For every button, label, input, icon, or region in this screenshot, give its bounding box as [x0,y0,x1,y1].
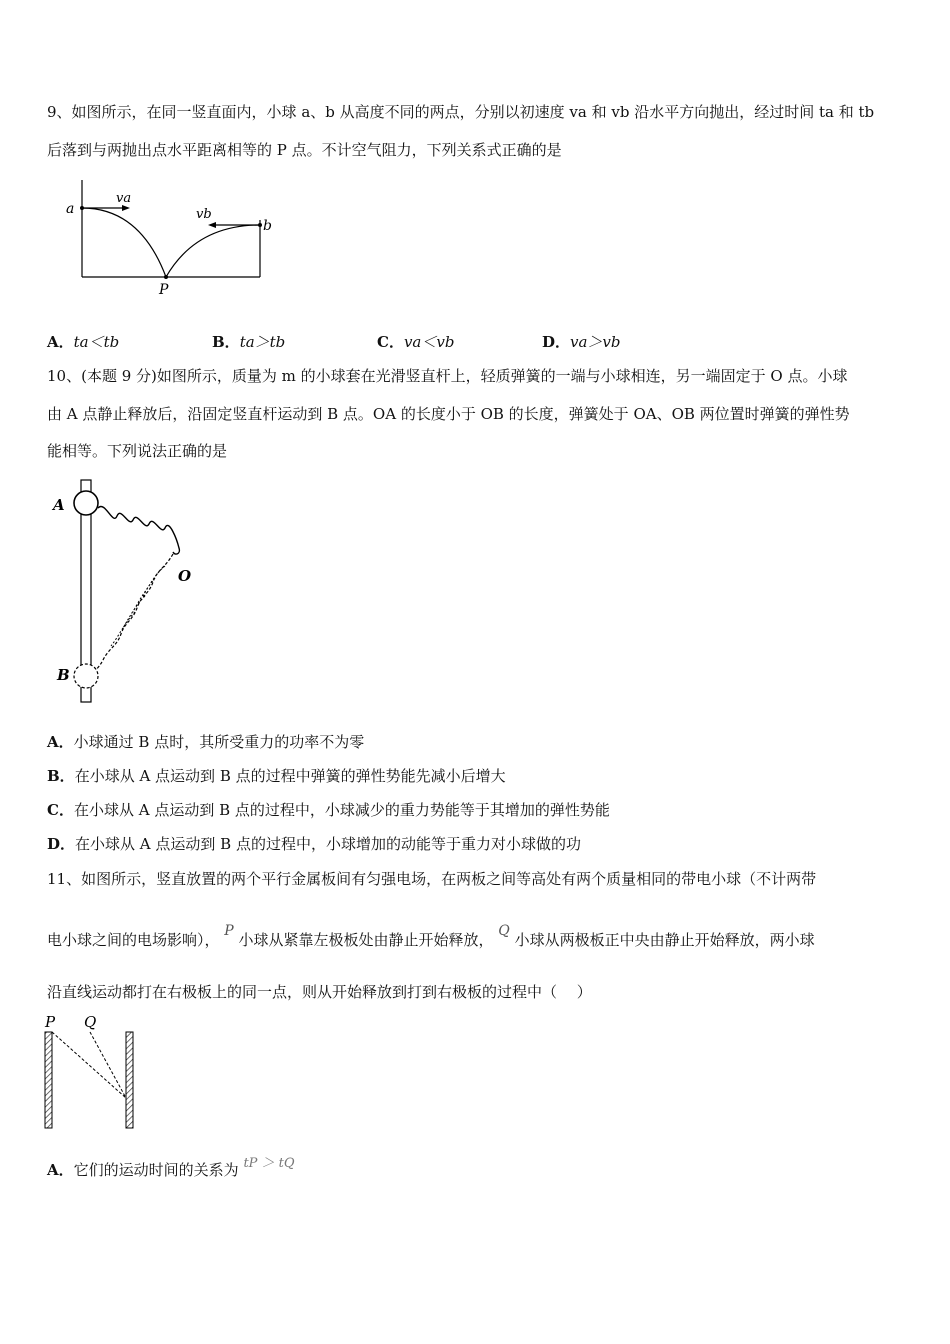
q10-option-c[interactable]: C．在小球从 A 点运动到 B 点的过程中，小球减少的重力势能等于其增加的弹性势能 [47,801,610,819]
q9-stem-line1: 9、如图所示，在同一竖直面内，小球 a、b 从高度不同的两点，分别以初速度 va 和 vb 沿水平方向抛出，经过时间 ta 和 tb [47,103,875,121]
q10-label-A: A [53,496,65,514]
q9-trajectory-b [166,225,260,277]
q10-ball-B [74,664,98,688]
q11-option-a[interactable]: A．它们的运动时间的关系为 tP ＞ tQ [47,1156,295,1179]
q10-figure [45,478,205,708]
q11-label-P: P [45,1013,56,1031]
q9-label-P: P [159,282,169,298]
q11-option-a-formula: tP ＞ tQ [243,1156,295,1171]
q11-left-plate [45,1032,52,1128]
q9-figure [60,180,285,300]
q10-option-b[interactable]: B．在小球从 A 点运动到 B 点的过程中弹簧的弹性势能先减小后增大 [47,767,506,785]
q9-label-a: a [66,201,75,217]
q11-path-P [52,1032,126,1098]
q9-option-d[interactable]: D．va＞vb [542,333,621,351]
q10-spring-OA [98,506,179,554]
q11-stem-line2: 电小球之间的电场影响）， P 小球从紧靠左极板处由静止开始释放， Q 小球从两极板正中央由静止开始释放，两小球 [47,923,815,949]
q11-label-Q: Q [84,1013,97,1031]
q11-inline-P: P [224,923,234,939]
q9-label-va: va [116,191,132,206]
q10-option-d[interactable]: D．在小球从 A 点运动到 B 点的过程中，小球增加的动能等于重力对小球做的功 [47,835,581,853]
q9-option-b[interactable]: B．ta＞tb [212,333,286,351]
q10-stem-line2: 由 A 点静止释放后，沿固定竖直杆运动到 B 点。OA 的长度小于 OB 的长度，弹簧处于 OA、OB 两位置时弹簧的弹性势 [47,405,850,423]
q10-label-B: B [57,666,70,684]
q9-option-c[interactable]: C．va＜vb [377,333,455,351]
q10-stem-line1: 10、(本题 9 分)如图所示，质量为 m 的小球套在光滑竖直杆上，轻质弹簧的一端与小球相连，另一端固定于 O 点。小球 [47,367,848,385]
q11-path-Q [90,1032,126,1098]
q9-label-b: b [263,218,272,234]
q9-label-vb: vb [196,207,212,222]
q10-option-a[interactable]: A．小球通过 B 点时，其所受重力的功率不为零 [47,733,365,751]
q11-figure [40,1010,150,1135]
q9-stem-line2: 后落到与两抛出点水平距离相等的 P 点。不计空气阻力，下列关系式正确的是 [47,141,562,159]
q11-right-plate [126,1032,133,1128]
q9-trajectory-a [82,208,166,277]
q9-option-a[interactable]: A．ta＜tb [47,333,120,351]
q11-stem-line3: 沿直线运动都打在右极板上的同一点，则从开始释放到打到右极板的过程中（ ） [47,983,592,1001]
q11-stem-line1: 11、如图所示，竖直放置的两个平行金属板间有匀强电场，在两板之间等高处有两个质量相同的带电小球（不计两带 [47,870,817,888]
q10-stem-line3: 能相等。下列说法正确的是 [47,442,228,460]
q10-ball-A [74,491,98,515]
q10-label-O: O [178,567,192,585]
q11-inline-Q: Q [498,923,510,939]
